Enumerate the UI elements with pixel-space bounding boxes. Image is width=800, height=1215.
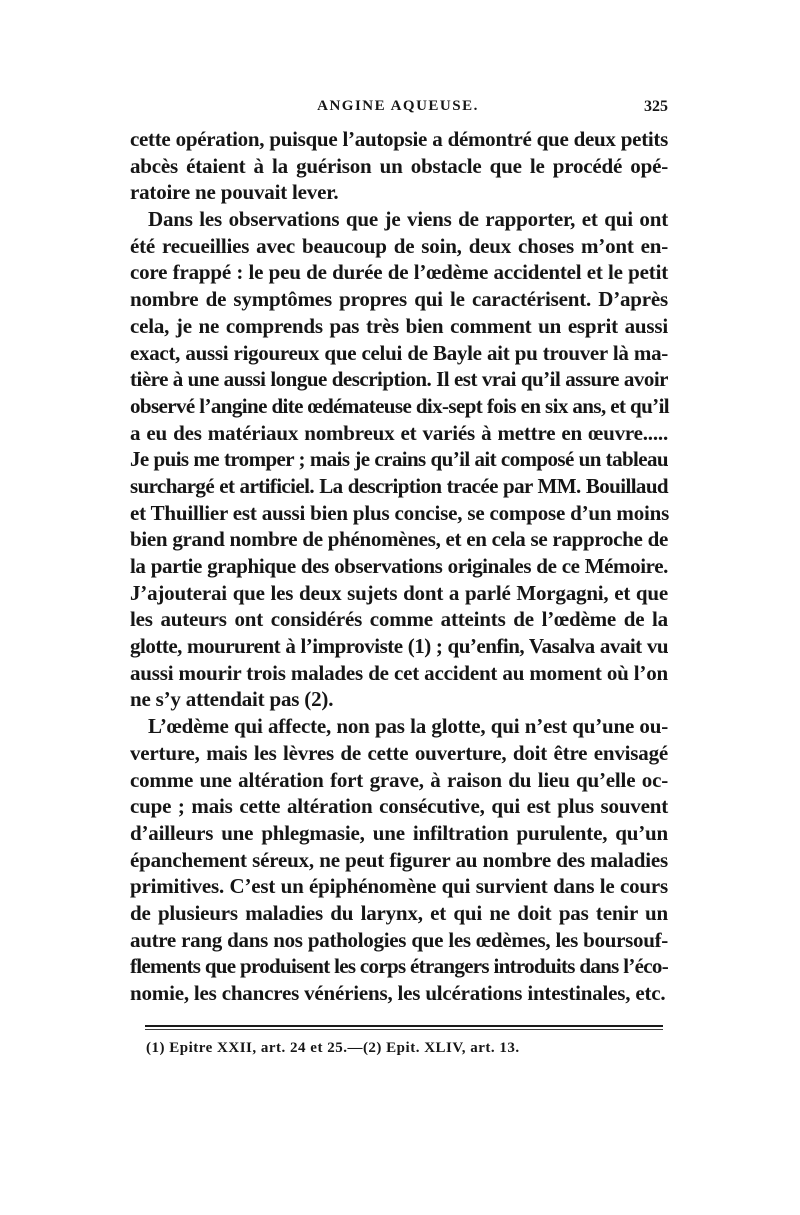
paragraph-start-line: Dans les observations que je viens de rapporter, et qui ont xyxy=(148,207,668,232)
footnote: (1) Epitre XXII, art. 24 et 25.—(2) Epit. XLIV, art. 13. xyxy=(146,1040,520,1056)
text-line: d’ailleurs une phlegmasie, une infiltration purulente, qu’un xyxy=(130,820,668,845)
paragraph-start-line: L’œdème qui affecte, non pas la glotte, qui n’est qu’une ou- xyxy=(148,714,668,739)
text-line: et Thuillier est aussi bien plus concise, se compose d’un moins xyxy=(130,500,670,525)
text-line: autre rang dans nos pathologies que les œdèmes, les boursouf- xyxy=(130,927,668,952)
text-line: cela, je ne comprends pas très bien comment un esprit aussi xyxy=(130,313,668,338)
running-header xyxy=(128,98,668,120)
text-line: comme une altération fort grave, à raison du lieu qu’elle oc- xyxy=(130,767,668,792)
text-line: cupe ; mais cette altération consécutive, qui est plus souvent xyxy=(130,794,668,819)
text-line: aussi mourir trois malades de cet accident au moment où l’on xyxy=(130,660,668,685)
body-text xyxy=(130,126,668,1007)
text-line: exact, aussi rigoureux que celui de Bayle ait pu trouver là ma- xyxy=(130,340,668,365)
text-line: abcès étaient à la guérison un obstacle que le procédé opé- xyxy=(130,153,668,178)
text-line: J’ajouterai que les deux sujets dont a parlé Morgagni, et que xyxy=(130,580,668,605)
text-line: primitives. C’est un épiphénomène qui survient dans le cours xyxy=(130,874,668,899)
text-line: observé l’angine dite œdémateuse dix-sept fois en six ans, et qu’il xyxy=(130,393,670,418)
text-line: ratoire ne pouvait lever. xyxy=(130,180,339,205)
text-line: les auteurs ont considérés comme atteints de l’œdème de la xyxy=(130,607,668,632)
text-line: cette opération, puisque l’autopsie a démontré que deux petits xyxy=(130,127,668,151)
text-line: été recueillies avec beaucoup de soin, deux choses m’ont en- xyxy=(130,233,668,258)
text-line: nomie, les chancres vénériens, les ulcérations intestinales, etc. xyxy=(130,981,666,1005)
text-line: surchargé et artificiel. La description tracée par MM. Bouillaud xyxy=(130,473,668,498)
footnote-rule-thin xyxy=(145,1029,663,1030)
text-line: core frappé : le peu de durée de l’œdème accidentel et le petit xyxy=(130,260,668,285)
text-line: a eu des matériaux nombreux et variés à mettre en œuvre..... xyxy=(130,420,668,445)
text-line: verture, mais les lèvres de cette ouverture, doit être envisagé xyxy=(130,740,668,765)
running-title: ANGINE AQUEUSE. xyxy=(317,98,479,114)
text-line: ne s’y attendait pas (2). xyxy=(130,687,334,712)
text-line: nombre de symptômes propres qui le caractérisent. D’après xyxy=(130,287,668,312)
footnote-rule xyxy=(145,1025,663,1027)
text-line: de plusieurs maladies du larynx, et qui ne doit pas tenir un xyxy=(130,900,668,925)
page-number: 325 xyxy=(644,98,668,115)
text-line: glotte, moururent à l’improviste (1) ; qu’enfin, Vasalva avait vu xyxy=(130,634,668,659)
text-line: la partie graphique des observations originales de ce Mémoire. xyxy=(130,554,668,578)
text-line: épanchement séreux, ne peut figurer au nombre des maladies xyxy=(130,847,668,872)
text-line: Je puis me tromper ; mais je crains qu’il ait composé un tableau xyxy=(130,447,668,472)
text-line: flements que produisent les corps étrangers introduits dans l’éco- xyxy=(130,954,668,979)
text-line: bien grand nombre de phénomènes, et en cela se rapproche de xyxy=(130,527,668,552)
text-line: tière à une aussi longue description. Il est vrai qu’il assure avoir xyxy=(130,367,668,392)
